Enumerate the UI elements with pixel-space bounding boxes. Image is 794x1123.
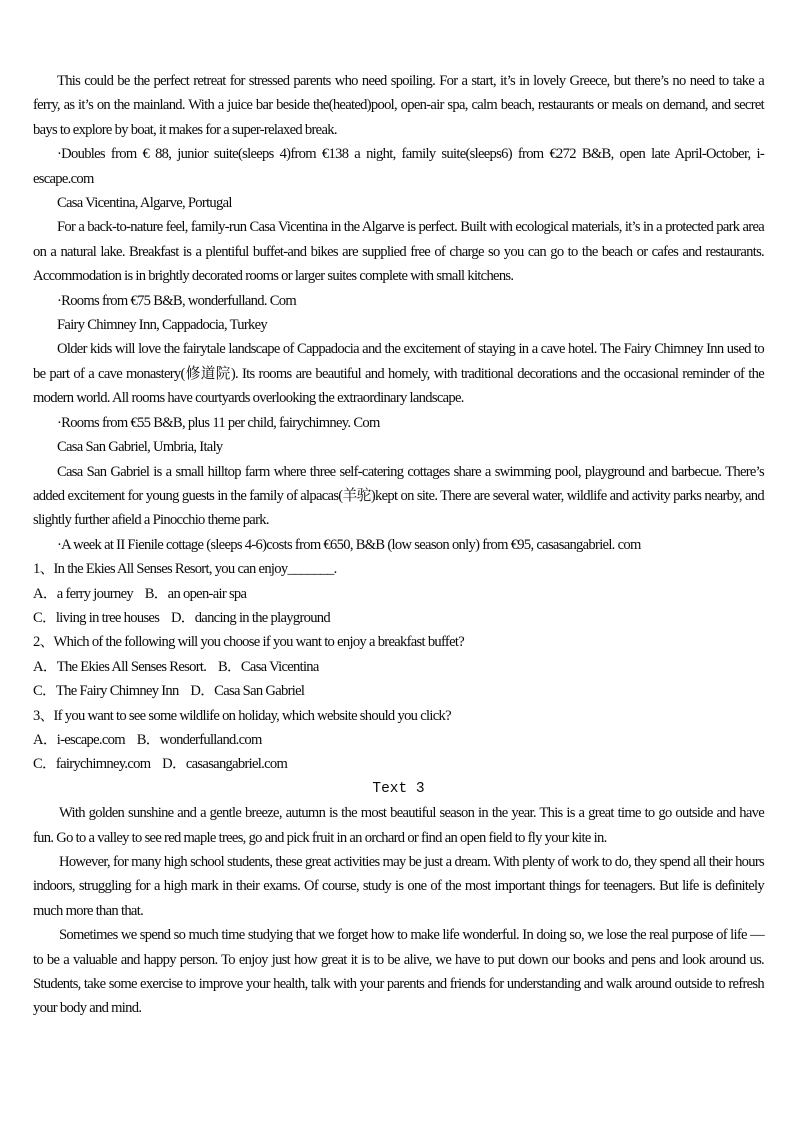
- text3-paragraph-1: With golden sunshine and a gentle breeze, autumn is the most beautiful season in the year. This is a great time to go outside and have fun. Go to a valley to see red maple trees, go and pick fruit in an orchard or find an open field to fly your kite in.: [33, 805, 764, 846]
- question-2-stem: 2、Which of the following will you choose if you want to enjoy a breakfast buffet?: [33, 634, 464, 651]
- hotel-paragraph-casa-vicentina: For a back-to-nature feel, family-run Casa Vicentina in the Algarve is perfect. Built with ecological materials, it’s in a protected park area on a natural lake. Breakfast is a plentiful buffet-and bikes are supplied free of charge so you can go to the beach or cafes and restaurants. Accommodation is in brightly decorated rooms or larger suites complete with small kitchens.: [33, 219, 764, 285]
- question-3-options-ab: A．i-escape.com B．wonderfulland.com: [33, 731, 262, 748]
- text3-heading: Text 3: [372, 780, 425, 797]
- price-info-line-casa-san-gabriel: ·A week at II Fienile cottage (sleeps 4-6)costs from €650, B&B (low season only) from €95, casasangabriel. com: [57, 536, 641, 553]
- hotel-paragraph-fairy-chimney: Older kids will love the fairytale landscape of Cappadocia and the excitement of staying in a cave hotel. The Fairy Chimney Inn used to be part of a cave monastery(修道院). Its rooms are beautiful and homely, with traditional decorations and the occasional reminder of the modern world. All rooms have courtyards overlooking the extraordinary landscape.: [33, 341, 764, 407]
- question-1-stem: 1、In the Ekies All Senses Resort, you can enjoy_______.: [33, 561, 337, 578]
- price-info-line-casa-vicentina: ·Rooms from €75 B&B, wonderfulland. Com: [57, 292, 297, 309]
- text3-paragraph-3: Sometimes we spend so much time studying that we forget how to make life wonderful. In doing so, we lose the real purpose of life — to be a valuable and happy person. To enjoy just how great it is to be alive, we have to put down our books and pens and look around us. Students, take some exercise to improve your health, talk with your parents and friends for understanding and walk around outside to refresh your body and mind.: [33, 927, 764, 1017]
- question-1-options-ab: A．a ferry journey B．an open-air spa: [33, 585, 247, 602]
- question-2-options-cd: C．The Fairy Chimney Inn D．Casa San Gabriel: [33, 683, 305, 700]
- question-3-options-cd: C．fairychimney.com D．casasangabriel.com: [33, 756, 288, 773]
- hotel-name-casa-vicentina: Casa Vicentina, Algarve, Portugal: [57, 195, 232, 212]
- question-3-stem: 3、If you want to see some wildlife on holiday, which website should you click?: [33, 707, 451, 724]
- question-2-options-ab: A．The Ekies All Senses Resort. B．Casa Vicentina: [33, 658, 319, 675]
- hotel-name-casa-san-gabriel: Casa San Gabriel, Umbria, Italy: [57, 439, 223, 456]
- passage-intro-paragraph: This could be the perfect retreat for stressed parents who need spoiling. For a start, it’s in lovely Greece, but there’s no need to take a ferry, as it’s on the mainland. With a juice bar beside the(heated)pool, open-air spa, calm beach, restaurants or meals on demand, and secret bays to explore by boat, it makes for a super-relaxed break.: [33, 73, 764, 138]
- price-info-line-ekies: ·Doubles from € 88, junior suite(sleeps 4)from €138 a night, family suite(sleeps6) from €272 B&B, open late April-October, i-escape.com: [33, 146, 764, 187]
- text3-paragraph-2: However, for many high school students, these great activities may be just a dream. With plenty of work to do, they spend all their hours indoors, struggling for a high mark in their exams. Of course, study is one of the most important things for teenagers. But life is definitely much more than that.: [33, 854, 764, 919]
- hotel-paragraph-casa-san-gabriel: Casa San Gabriel is a small hilltop farm where three self-catering cottages share a swimming pool, playground and barbecue. There’s added excitement for young guests in the family of alpacas(羊驼)kept on site. There are several water, wildlife and activity parks nearby, and slightly further afield a Pinocchio theme park.: [33, 463, 764, 529]
- question-1-options-cd: C．living in tree houses D．dancing in the playground: [33, 609, 330, 626]
- hotel-name-fairy-chimney: Fairy Chimney Inn, Cappadocia, Turkey: [57, 317, 268, 334]
- price-info-line-fairy-chimney: ·Rooms from €55 B&B, plus 11 per child, fairychimney. Com: [57, 414, 380, 431]
